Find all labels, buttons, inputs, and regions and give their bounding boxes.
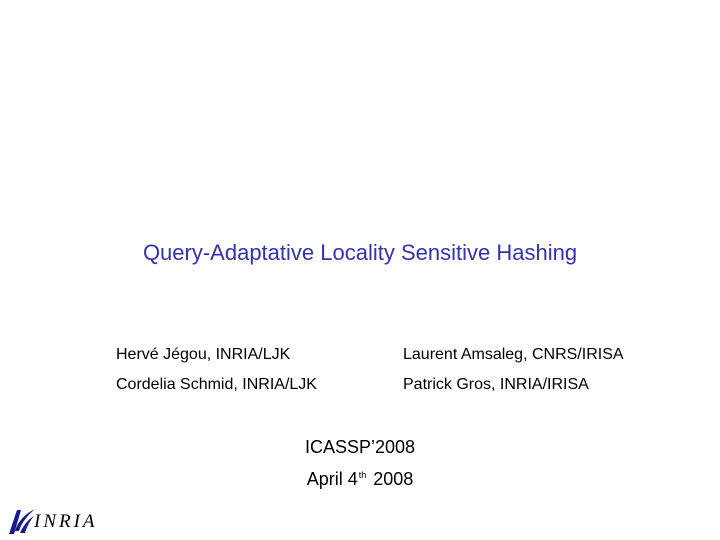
author-amsaleg: Laurent Amsaleg, CNRS/IRISA — [403, 346, 624, 363]
inria-logo — [6, 506, 116, 536]
date-year: 2008 — [373, 469, 414, 489]
author-jegou: Hervé Jégou, INRIA/LJK — [116, 346, 291, 363]
date-ordinal: th — [358, 470, 367, 480]
conference-date — [0, 469, 720, 490]
inria-logo-text: INRIA — [34, 511, 98, 532]
slide-title: Query-Adaptative Locality Sensitive Hashing — [142, 240, 578, 265]
inria-logo-icon — [6, 507, 36, 535]
author-schmid: Cordelia Schmid, INRIA/LJK — [116, 376, 317, 393]
author-gros: Patrick Gros, INRIA/IRISA — [403, 376, 589, 393]
conference-name: ICASSP’2008 — [304, 437, 416, 457]
date-day: April 4 — [306, 469, 358, 489]
